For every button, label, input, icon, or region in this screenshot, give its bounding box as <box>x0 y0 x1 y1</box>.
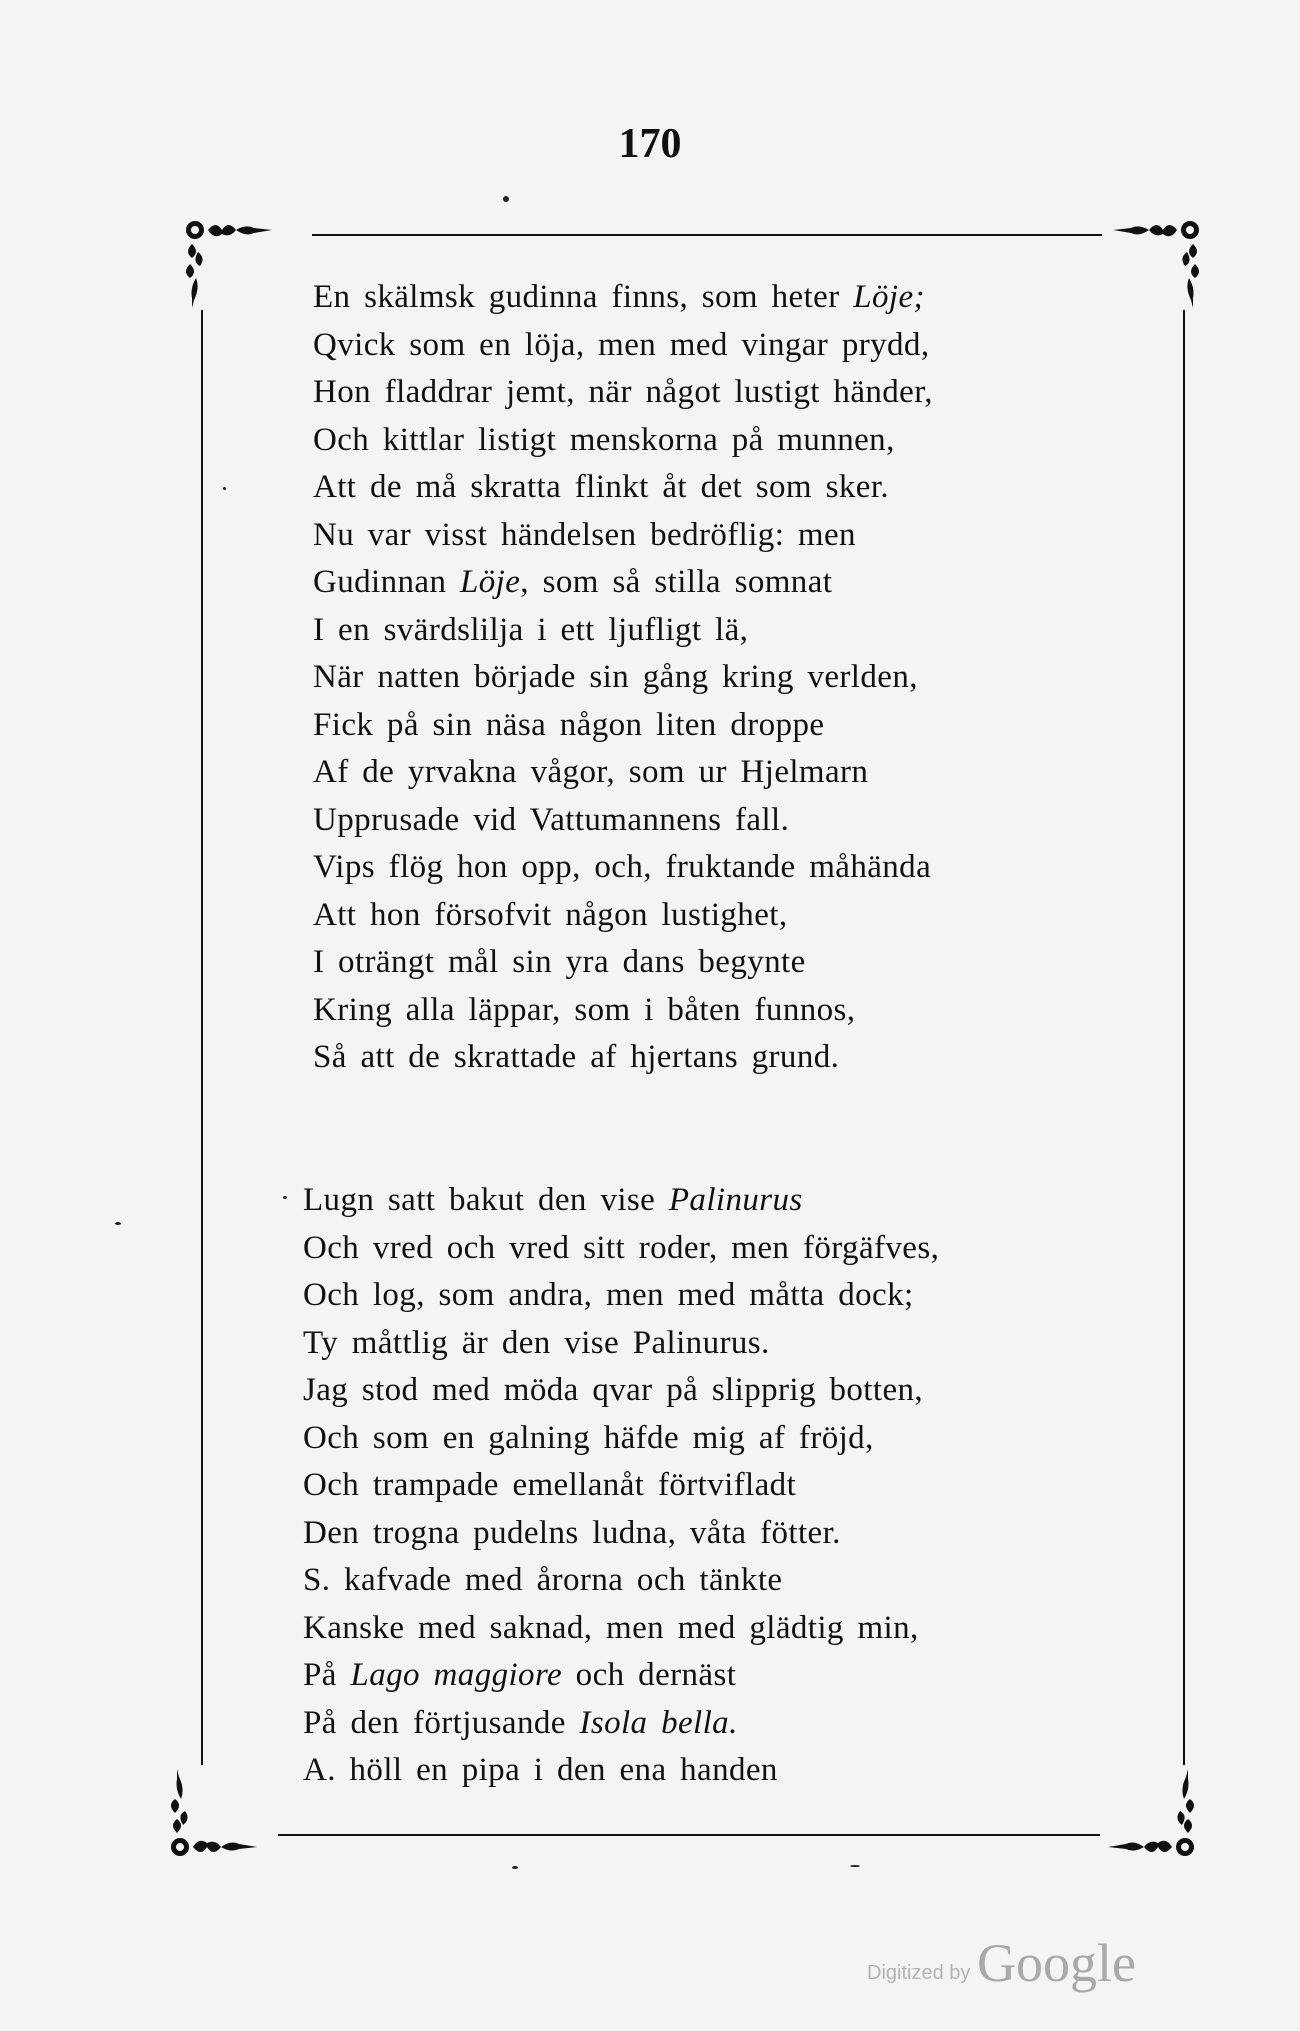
verse-text: , som så stilla somnat <box>520 564 833 600</box>
ink-speck <box>283 1196 287 1199</box>
page-number: 170 <box>618 121 682 167</box>
ink-speck <box>512 1866 518 1869</box>
verse-text: A. höll en pipa i den ena handen <box>303 1752 778 1788</box>
verse-line <box>303 1605 939 1653</box>
verse-line <box>313 1034 933 1082</box>
verse-line <box>313 939 933 987</box>
corner-ornament-bottom-left-icon <box>165 1755 275 1865</box>
verse-text: Och trampade emellanåt förtvifladt <box>303 1467 797 1503</box>
verse-line <box>303 1557 939 1605</box>
verse-line <box>303 1272 939 1320</box>
verse-text: Gudinnan <box>313 564 460 600</box>
verse-text: På <box>303 1657 351 1693</box>
google-logo: Google <box>977 1933 1136 1993</box>
verse-text: Af de yrvakna vågor, som ur Hjelmarn <box>313 754 869 790</box>
ink-speck <box>223 487 226 490</box>
verse-line <box>313 369 933 417</box>
corner-ornament-bottom-right-icon <box>1090 1755 1200 1865</box>
verse-text: Och som en galning häfde mig af fröjd, <box>303 1419 874 1456</box>
verse-line <box>313 987 933 1035</box>
verse-text: I en svärdslilja i ett ljufligt lä, <box>313 611 749 648</box>
verse-line <box>303 1747 939 1795</box>
frame-left-line <box>201 310 203 1765</box>
verse-line <box>313 464 933 512</box>
verse-text: Upprusade vid Vattumannens fall. <box>313 801 790 838</box>
verse-line <box>313 607 933 655</box>
corner-ornament-top-left-icon <box>180 212 290 322</box>
italic-text: Löje <box>460 564 521 600</box>
ink-speck <box>115 1222 121 1225</box>
verse-text: En skälmsk gudinna finns, som heter <box>313 279 854 315</box>
verse-line <box>303 1700 939 1748</box>
verse-text: Så att de skrattade af hjertans grund. <box>313 1039 840 1075</box>
digitized-watermark <box>867 1933 1267 1998</box>
ink-speck <box>850 1865 860 1867</box>
verse-line <box>303 1367 939 1415</box>
verse-line <box>303 1510 939 1558</box>
verse-text: S. kafvade med årorna och tänkte <box>303 1562 783 1598</box>
verse-text: Att hon försofvit någon lustighet, <box>313 896 788 933</box>
verse-line <box>303 1652 939 1700</box>
verse-line <box>303 1320 939 1368</box>
verse-line <box>313 892 933 940</box>
verse-line <box>303 1177 939 1225</box>
verse-text: På den förtjusande <box>303 1704 580 1741</box>
verse-text: Jag stod med möda qvar på slipprig botten, <box>303 1372 924 1408</box>
verse-text: Kring alla läppar, som i båten funnos, <box>313 991 856 1028</box>
verse-text: Och log, som andra, men med måtta dock; <box>303 1277 914 1313</box>
verse-text: och dernäst <box>562 1657 737 1693</box>
verse-line <box>313 417 933 465</box>
verse-text: Qvick som en löja, men med vingar prydd, <box>313 326 930 363</box>
verse-text: Fick på sin näsa någon liten droppe <box>313 706 825 743</box>
verse-line <box>313 559 933 607</box>
verse-line <box>303 1225 939 1273</box>
verse-text: Vips flög hon opp, och, fruktande måhända <box>313 849 932 885</box>
verse-text: I oträngt mål sin yra dans begynte <box>313 944 806 980</box>
corner-ornament-top-right-icon <box>1095 212 1205 322</box>
verse-text: Och vred och vred sitt roder, men förgäfves, <box>303 1229 940 1266</box>
frame-bottom-line <box>278 1834 1100 1836</box>
verse-text: När natten började sin gång kring verlden, <box>313 659 918 695</box>
verse-text: Ty måttlig är den vise Palinurus. <box>303 1324 770 1361</box>
verse-line <box>313 702 933 750</box>
italic-text: Palinurus <box>668 1182 803 1218</box>
verse-text: Kanske med saknad, men med glädtig min, <box>303 1609 919 1646</box>
digitized-label: Digitized by <box>867 1962 971 1984</box>
frame-right-line <box>1183 310 1185 1765</box>
verse-text: Nu var visst händelsen bedröflig: men <box>313 516 856 553</box>
verse-line <box>303 1415 939 1463</box>
italic-text: Isola bella. <box>579 1704 738 1741</box>
italic-text: Löje; <box>853 279 925 315</box>
verse-line <box>303 1462 939 1510</box>
verse-text: Hon fladdrar jemt, när något lustigt händer, <box>313 374 933 410</box>
verse-line <box>313 654 933 702</box>
verse-text: Att de må skratta flinkt åt det som sker. <box>313 469 890 505</box>
stanza-2 <box>303 1177 939 1795</box>
verse-line <box>313 512 933 560</box>
frame-top-line <box>312 234 1102 236</box>
italic-text: Lago maggiore <box>350 1657 563 1693</box>
verse-line <box>313 844 933 892</box>
ink-speck <box>503 196 509 202</box>
verse-text: Och kittlar listigt menskorna på munnen, <box>313 421 895 458</box>
verse-text: Lugn satt bakut den vise <box>303 1182 669 1218</box>
verse-text: Den trogna pudelns ludna, våta fötter. <box>303 1514 841 1551</box>
verse-line <box>313 274 933 322</box>
verse-line <box>313 749 933 797</box>
verse-line <box>313 797 933 845</box>
verse-line <box>313 322 933 370</box>
stanza-1 <box>313 274 933 1082</box>
